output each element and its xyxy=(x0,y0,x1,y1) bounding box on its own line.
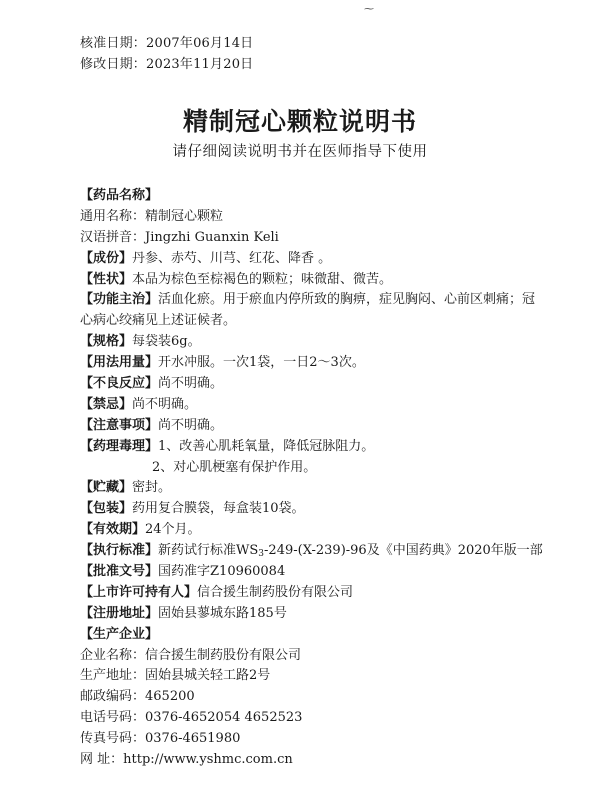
manufacturer-name: 企业名称：信合援生制药股份有限公司 xyxy=(80,647,302,663)
standard-key: 【执行标准】 xyxy=(80,543,159,559)
pharmacology-line2: 2、对心肌梗塞有保护作用。 xyxy=(152,459,317,475)
storage-key: 【贮藏】 xyxy=(80,480,133,496)
section-drug-name-heading xyxy=(80,186,556,207)
section-ingredients xyxy=(80,249,556,270)
section-usage xyxy=(80,353,556,374)
standard-pre: 新药试行标准WS xyxy=(158,543,259,559)
validity-value: 24个月。 xyxy=(145,522,201,538)
manufacturer-address: 生产地址：固始县城关轻工路2号 xyxy=(80,668,271,684)
manufacturer-phone: 电话号码：0376-4652054 4652523 xyxy=(80,710,303,726)
pinyin-name: 汉语拼音：Jingzhi Guanxin Keli xyxy=(80,229,279,245)
section-standard xyxy=(80,541,556,562)
leaflet-body xyxy=(80,186,556,771)
standard-subscript: 3 xyxy=(258,549,265,560)
character-key: 【性状】 xyxy=(80,271,133,287)
manufacturer-fax: 传真号码：0376-4651980 xyxy=(80,731,241,747)
validity-key: 【有效期】 xyxy=(80,522,146,538)
section-reg-address xyxy=(80,604,556,625)
section-pharmacology xyxy=(80,437,556,458)
mah-key: 【上市许可持有人】 xyxy=(80,584,198,600)
contraindications-key: 【禁忌】 xyxy=(80,396,133,412)
contraindications-value: 尚不明确。 xyxy=(132,396,198,412)
section-precautions xyxy=(80,416,556,437)
manufacturer-postcode: 邮政编码：465200 xyxy=(80,689,195,705)
pharmacology-key: 【药理毒理】 xyxy=(80,438,159,454)
usage-value: 开水冲服。一次1袋，一日2～3次。 xyxy=(158,355,365,371)
document-title: 精制冠心颗粒说明书 xyxy=(182,107,417,136)
indications-key: 【功能主治】 xyxy=(80,292,159,308)
section-package xyxy=(80,499,556,520)
generic-name: 通用名称：精制冠心颗粒 xyxy=(80,208,224,224)
precautions-key: 【注意事项】 xyxy=(80,417,159,433)
standard-post: -249-(X-239)-96及《中国药典》2020年版一部 xyxy=(264,543,543,559)
ingredients-key: 【成份】 xyxy=(80,250,133,266)
specification-key: 【规格】 xyxy=(80,334,133,350)
pharmacology-line1: 1、改善心肌耗氧量，降低冠脉阻力。 xyxy=(158,438,375,454)
website-label: 网 址： xyxy=(80,752,124,768)
indications-line1: 活血化瘀。用于瘀血内停所致的胸痹，症见胸闷、心前区刺痛；冠 xyxy=(158,292,536,308)
storage-value: 密封。 xyxy=(132,480,172,496)
section-storage xyxy=(80,478,556,499)
section-mah xyxy=(80,583,556,604)
package-key: 【包装】 xyxy=(80,501,133,517)
precautions-value: 尚不明确。 xyxy=(158,417,224,433)
character-value: 本品为棕色至棕褐色的颗粒；味微甜、微苦。 xyxy=(132,271,393,287)
indications-line2: 心病心绞痛见上述证候者。 xyxy=(80,313,237,329)
section-approval-no xyxy=(80,562,556,583)
website-link: http://www.yshmc.com.cn xyxy=(123,752,293,768)
document-subtitle: 请仔细阅读说明书并在医师指导下使用 xyxy=(172,144,428,160)
section-manufacturer-heading xyxy=(80,625,556,646)
mah-value: 信合援生制药股份有限公司 xyxy=(197,584,354,600)
scan-mark: ⁓ xyxy=(364,4,374,15)
section-indications xyxy=(80,290,556,311)
adverse-value: 尚不明确。 xyxy=(158,376,224,392)
package-value: 药用复合膜袋，每盒装10袋。 xyxy=(132,501,305,517)
section-contraindications xyxy=(80,395,556,416)
section-adverse xyxy=(80,374,556,395)
approval-date: 核准日期：2007年06月14日 xyxy=(80,36,254,51)
reg-address-value: 固始县蓼城东路185号 xyxy=(158,605,287,621)
adverse-key: 【不良反应】 xyxy=(80,376,159,392)
reg-address-key: 【注册地址】 xyxy=(80,605,159,621)
section-specification xyxy=(80,332,556,353)
usage-key: 【用法用量】 xyxy=(80,355,159,371)
manufacturer-website-row xyxy=(80,750,556,771)
specification-value: 每袋装6g。 xyxy=(132,334,201,350)
revision-date: 修改日期：2023年11月20日 xyxy=(80,57,254,72)
section-validity xyxy=(80,520,556,541)
section-character xyxy=(80,270,556,291)
approval-no-key: 【批准文号】 xyxy=(80,564,159,580)
drug-name-heading: 【药品名称】 xyxy=(80,188,159,203)
approval-no-value: 国药准字Z10960084 xyxy=(158,564,286,580)
manufacturer-heading: 【生产企业】 xyxy=(80,626,159,642)
ingredients-value: 丹参、赤芍、川芎、红花、降香 。 xyxy=(132,250,332,266)
